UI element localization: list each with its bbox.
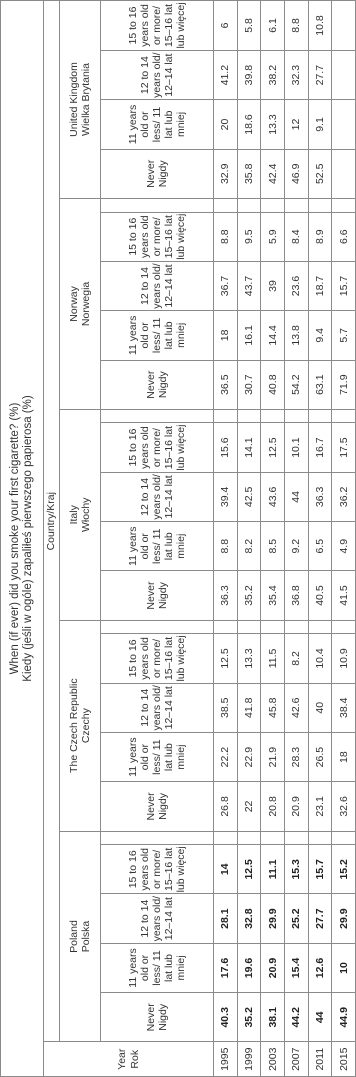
- column-gap: [284, 831, 308, 845]
- column-gap: [261, 620, 285, 634]
- country-header: Country/Kraj: [44, 1, 60, 1042]
- year-header: [44, 1042, 214, 1077]
- column-gap: [332, 198, 356, 212]
- value-cell-uk: 18.6: [237, 100, 261, 149]
- value-cell-italy: 35.4: [261, 571, 285, 620]
- subheader-czech-2: 12 to 14 years old/ 12–14 lat: [101, 683, 214, 732]
- column-gap: [101, 198, 214, 212]
- subheader-czech-3: 15 to 16 years old or more/ 15–16 lat lub więcej: [101, 634, 214, 683]
- column-gap: [214, 620, 238, 634]
- value-cell-uk: [332, 149, 356, 198]
- column-gap: [308, 409, 332, 423]
- value-cell-czech: 26.5: [308, 732, 332, 781]
- value-cell-poland: 15.4: [284, 943, 308, 992]
- value-cell-poland: 15.7: [308, 845, 332, 894]
- value-cell-uk: 6.1: [261, 1, 285, 51]
- value-cell-poland: 28.1: [214, 894, 238, 943]
- year-cell: 1999: [237, 1042, 261, 1077]
- column-gap: [237, 620, 261, 634]
- value-cell-poland: 12.6: [308, 943, 332, 992]
- value-cell-norway: 30.7: [237, 360, 261, 409]
- subheader-italy-0: Never Nigdy: [101, 571, 214, 620]
- value-cell-uk: 20: [214, 100, 238, 149]
- subheader-poland-0: Never Nigdy: [101, 993, 214, 1042]
- column-gap: [284, 620, 308, 634]
- column-gap: [237, 198, 261, 212]
- value-cell-italy: 10.1: [284, 423, 308, 472]
- value-cell-italy: 36.8: [284, 571, 308, 620]
- table-title: [1, 1, 44, 1077]
- value-cell-uk: [332, 1, 356, 51]
- table-row: [284, 1, 308, 1077]
- value-cell-uk: 5.8: [237, 1, 261, 51]
- value-cell-czech: 41.8: [237, 683, 261, 732]
- value-cell-italy: 12.5: [261, 423, 285, 472]
- subheader-norway-3: 15 to 16 years old or more/ 15–16 lat lub więcej: [101, 212, 214, 261]
- value-cell-italy: 6.5: [308, 522, 332, 571]
- value-cell-norway: 15.7: [332, 261, 356, 310]
- country-name-italy: [60, 409, 101, 620]
- value-cell-norway: 9.5: [237, 212, 261, 261]
- column-gap: [101, 831, 214, 845]
- value-cell-italy: 8.2: [237, 522, 261, 571]
- value-cell-norway: 6.6: [332, 212, 356, 261]
- country-name-en: Norway: [67, 286, 80, 322]
- column-gap: [308, 198, 332, 212]
- value-cell-norway: 9.4: [308, 311, 332, 360]
- value-cell-italy: 17.5: [332, 423, 356, 472]
- table-row: [214, 1, 238, 1077]
- year-cell: 2007: [284, 1042, 308, 1077]
- value-cell-poland: 20.9: [261, 943, 285, 992]
- country-name-en: United Kingdom: [67, 62, 80, 137]
- value-cell-poland: 35.2: [237, 993, 261, 1042]
- value-cell-czech: 38.5: [214, 683, 238, 732]
- value-cell-italy: 36.3: [214, 571, 238, 620]
- title-polish: Kiedy (jeśli w ogóle) zapaliłeś pierwszego papierosa (%): [22, 395, 34, 682]
- column-gap: [261, 198, 285, 212]
- value-cell-poland: 17.6: [214, 943, 238, 992]
- value-cell-uk: 32.3: [284, 50, 308, 99]
- country-name-pl: Norwegia: [80, 281, 92, 327]
- value-cell-italy: 36.3: [308, 472, 332, 521]
- subheader-poland-1: 11 years old or less/ 11 lat lub mniej: [101, 943, 214, 992]
- value-cell-uk: 39.8: [237, 50, 261, 99]
- value-cell-italy: 40.5: [308, 571, 332, 620]
- value-cell-czech: 20.9: [284, 782, 308, 831]
- value-cell-czech: 42.6: [284, 683, 308, 732]
- value-cell-uk: [332, 100, 356, 149]
- value-cell-poland: 32.8: [237, 894, 261, 943]
- value-cell-uk: 6: [214, 1, 238, 51]
- value-cell-uk: 32.9: [214, 149, 238, 198]
- value-cell-czech: 10.9: [332, 634, 356, 683]
- value-cell-czech: 12.5: [214, 634, 238, 683]
- value-cell-italy: 16.7: [308, 423, 332, 472]
- value-cell-norway: 36.5: [214, 360, 238, 409]
- column-gap: [332, 409, 356, 423]
- subheader-norway-0: Never Nigdy: [101, 360, 214, 409]
- value-cell-norway: 14.4: [261, 311, 285, 360]
- column-gap: [261, 831, 285, 845]
- subheader-poland-2: 12 to 14 years old/ 12–14 lat: [101, 894, 214, 943]
- title-english: When (if ever) did you smoke your first cigarette? (%): [8, 402, 21, 675]
- value-cell-norway: 18.7: [308, 261, 332, 310]
- value-cell-poland: 44.2: [284, 993, 308, 1042]
- value-cell-czech: 22.2: [214, 732, 238, 781]
- subheader-poland-3: 15 to 16 years old or more/ 15–16 lat lub więcej: [101, 845, 214, 894]
- country-name-norway: [60, 198, 101, 409]
- value-cell-uk: 27.7: [308, 50, 332, 99]
- value-cell-norway: 43.7: [237, 261, 261, 310]
- value-cell-czech: 13.3: [237, 634, 261, 683]
- value-cell-czech: 38.4: [332, 683, 356, 732]
- column-gap: [332, 620, 356, 634]
- value-cell-italy: 41.5: [332, 571, 356, 620]
- year-cell: 1995: [214, 1042, 238, 1077]
- value-cell-czech: 45.8: [261, 683, 285, 732]
- year-header-en: Year: [116, 1048, 129, 1070]
- value-cell-norway: 36.7: [214, 261, 238, 310]
- value-cell-uk: 41.2: [214, 50, 238, 99]
- table-row: [261, 1, 285, 1077]
- year-cell: 2003: [261, 1042, 285, 1077]
- value-cell-italy: 39.4: [214, 472, 238, 521]
- year-cell: 2015: [332, 1042, 356, 1077]
- subheader-row: [101, 1, 214, 1077]
- country-name-en: Poland: [67, 920, 80, 953]
- value-cell-poland: 12.5: [237, 845, 261, 894]
- value-cell-norway: 40.8: [261, 360, 285, 409]
- value-cell-norway: 23.6: [284, 261, 308, 310]
- value-cell-norway: 54.2: [284, 360, 308, 409]
- country-name-row: [60, 1, 101, 1077]
- value-cell-uk: 13.3: [261, 100, 285, 149]
- value-cell-poland: 29.9: [261, 894, 285, 943]
- column-gap: [101, 620, 214, 634]
- value-cell-czech: 20.8: [261, 782, 285, 831]
- value-cell-italy: 35.2: [237, 571, 261, 620]
- value-cell-uk: 46.9: [284, 149, 308, 198]
- value-cell-poland: 19.6: [237, 943, 261, 992]
- column-gap: [284, 198, 308, 212]
- value-cell-uk: 9.1: [308, 100, 332, 149]
- column-gap: [214, 198, 238, 212]
- value-cell-uk: 12: [284, 100, 308, 149]
- country-name-pl: Włochy: [80, 497, 92, 532]
- value-cell-italy: 36.2: [332, 472, 356, 521]
- value-cell-czech: 18: [332, 732, 356, 781]
- value-cell-uk: 8.8: [284, 1, 308, 51]
- table-row: [237, 1, 261, 1077]
- column-gap: [214, 831, 238, 845]
- value-cell-poland: 25.2: [284, 894, 308, 943]
- value-cell-czech: 32.6: [332, 782, 356, 831]
- value-cell-italy: 44: [284, 472, 308, 521]
- column-gap: [237, 831, 261, 845]
- subheader-italy-3: 15 to 16 years old or more/ 15–16 lat lub więcej: [101, 423, 214, 472]
- value-cell-uk: 38.2: [261, 50, 285, 99]
- value-cell-poland: 40.3: [214, 993, 238, 1042]
- table-body: [214, 1, 356, 1077]
- column-gap: [237, 409, 261, 423]
- subheader-uk-3: 15 to 16 years old or more/ 15–16 lat lub więcej: [101, 1, 214, 51]
- country-name-pl: Czechy: [80, 708, 92, 744]
- column-gap: [284, 409, 308, 423]
- column-gap: [261, 409, 285, 423]
- value-cell-italy: 9.2: [284, 522, 308, 571]
- country-name-czech: [60, 620, 101, 831]
- table-row: [308, 1, 332, 1077]
- subheader-uk-0: Never Nigdy: [101, 149, 214, 198]
- value-cell-uk: 52.5: [308, 149, 332, 198]
- value-cell-czech: 11.5: [261, 634, 285, 683]
- value-cell-czech: 22.9: [237, 732, 261, 781]
- value-cell-poland: 44.9: [332, 993, 356, 1042]
- value-cell-italy: 43.6: [261, 472, 285, 521]
- column-gap: [332, 831, 356, 845]
- value-cell-poland: 27.7: [308, 894, 332, 943]
- value-cell-poland: 38.1: [261, 993, 285, 1042]
- year-header-pl: Rok: [128, 1049, 141, 1069]
- subheader-czech-0: Never Nigdy: [101, 782, 214, 831]
- value-cell-poland: 14: [214, 845, 238, 894]
- year-cell: 2011: [308, 1042, 332, 1077]
- country-name-en: The Czech Republic: [67, 678, 80, 773]
- value-cell-czech: 40: [308, 683, 332, 732]
- value-cell-uk: 10.8: [308, 1, 332, 51]
- column-gap: [308, 620, 332, 634]
- value-cell-uk: 42.4: [261, 149, 285, 198]
- table-row: [332, 1, 356, 1077]
- subheader-czech-1: 11 years old or less/ 11 lat lub mniej: [101, 732, 214, 781]
- value-cell-poland: 15.3: [284, 845, 308, 894]
- value-cell-norway: 5.9: [261, 212, 285, 261]
- value-cell-norway: 18: [214, 311, 238, 360]
- value-cell-italy: 14.1: [237, 423, 261, 472]
- value-cell-italy: 8.8: [214, 522, 238, 571]
- value-cell-italy: 4.9: [332, 522, 356, 571]
- country-name-en: Italy: [67, 505, 80, 525]
- subheader-uk-2: 12 to 14 years old/ 12–14 lat: [101, 50, 214, 99]
- value-cell-czech: 28.3: [284, 732, 308, 781]
- value-cell-italy: 8.5: [261, 522, 285, 571]
- subheader-norway-2: 12 to 14 years old/ 12–14 lat: [101, 261, 214, 310]
- column-gap: [214, 409, 238, 423]
- value-cell-czech: 10.4: [308, 634, 332, 683]
- country-name-poland: [60, 831, 101, 1042]
- subheader-italy-1: 11 years old or less/ 11 lat lub mniej: [101, 522, 214, 571]
- value-cell-czech: 26.8: [214, 782, 238, 831]
- value-cell-norway: 71.9: [332, 360, 356, 409]
- value-cell-norway: 8.4: [284, 212, 308, 261]
- value-cell-norway: 16.1: [237, 311, 261, 360]
- country-name-pl: Polska: [80, 920, 92, 953]
- column-gap: [101, 409, 214, 423]
- value-cell-poland: 15.2: [332, 845, 356, 894]
- value-cell-norway: 8.8: [214, 212, 238, 261]
- value-cell-poland: 44: [308, 993, 332, 1042]
- value-cell-poland: 11.1: [261, 845, 285, 894]
- value-cell-norway: 13.8: [284, 311, 308, 360]
- value-cell-poland: 10: [332, 943, 356, 992]
- country-name-uk: [60, 1, 101, 199]
- value-cell-uk: [332, 50, 356, 99]
- column-gap: [308, 831, 332, 845]
- value-cell-poland: 29.9: [332, 894, 356, 943]
- subheader-italy-2: 12 to 14 years old/ 12–14 lat: [101, 472, 214, 521]
- value-cell-czech: 22: [237, 782, 261, 831]
- value-cell-czech: 8.2: [284, 634, 308, 683]
- value-cell-norway: 63.1: [308, 360, 332, 409]
- value-cell-norway: 39: [261, 261, 285, 310]
- value-cell-norway: 8.9: [308, 212, 332, 261]
- subheader-uk-1: 11 years old or less/ 11 lat lub mniej: [101, 100, 214, 149]
- value-cell-norway: 5.7: [332, 311, 356, 360]
- value-cell-italy: 42.5: [237, 472, 261, 521]
- country-name-pl: Wielka Brytania: [80, 63, 92, 136]
- value-cell-czech: 21.9: [261, 732, 285, 781]
- subheader-norway-1: 11 years old or less/ 11 lat lub mniej: [101, 311, 214, 360]
- value-cell-italy: 15.6: [214, 423, 238, 472]
- value-cell-uk: 35.8: [237, 149, 261, 198]
- value-cell-czech: 23.1: [308, 782, 332, 831]
